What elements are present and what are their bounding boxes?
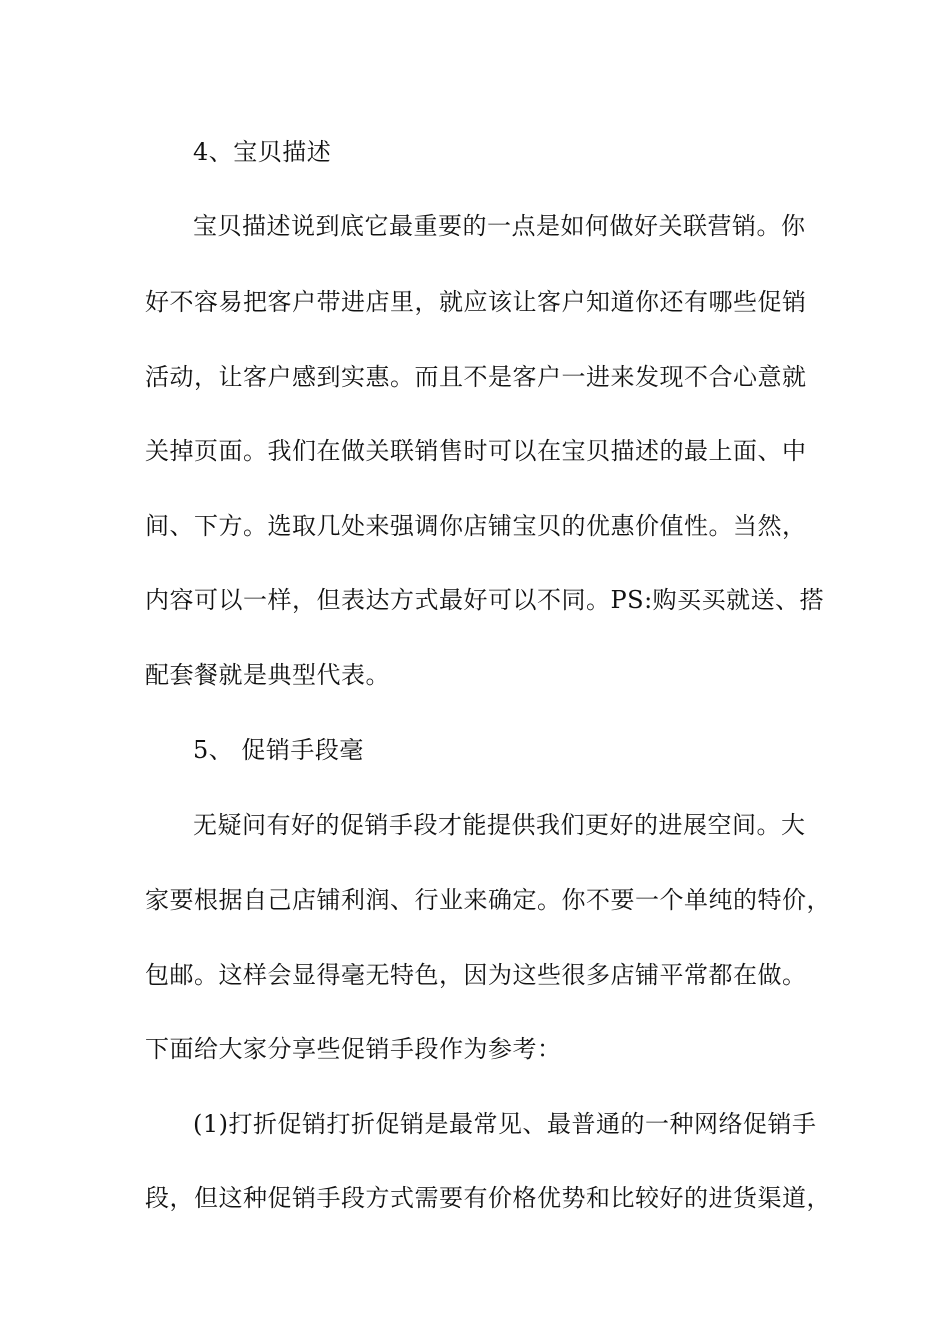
paragraph-line: 配套餐就是典型代表。 bbox=[145, 661, 390, 689]
paragraph-line: 下面给大家分享些促销手段作为参考： bbox=[145, 1035, 562, 1063]
paragraph-line: 关掉页面。我们在做关联销售时可以在宝贝描述的最上面、中 bbox=[145, 437, 807, 465]
paragraph-line: (1)打折促销打折促销是最常见、最普通的一种网络促销手 bbox=[193, 1110, 817, 1138]
paragraph-line: 段，但这种促销手段方式需要有价格优势和比较好的进货渠道， bbox=[145, 1184, 831, 1212]
paragraph-line: 无疑问有好的促销手段才能提供我们更好的进展空间。大 bbox=[193, 811, 806, 839]
paragraph-line: 家要根据自己店铺利润、行业来确定。你不要一个单纯的特价， bbox=[145, 886, 831, 914]
paragraph-line: 间、下方。选取几处来强调你店铺宝贝的优惠价值性。当然， bbox=[145, 512, 807, 540]
paragraph-line: 活动，让客户感到实惠。而且不是客户一进来发现不合心意就 bbox=[145, 363, 807, 391]
section-heading: 5、 促销手段毫 bbox=[193, 736, 364, 764]
paragraph-line: 宝贝描述说到底它最重要的一点是如何做好关联营销。你 bbox=[193, 212, 806, 240]
paragraph-line: 好不容易把客户带进店里，就应该让客户知道你还有哪些促销 bbox=[145, 288, 807, 316]
paragraph-line: 包邮。这样会显得毫无特色，因为这些很多店铺平常都在做。 bbox=[145, 961, 807, 989]
section-heading: 4、宝贝描述 bbox=[193, 138, 332, 166]
paragraph-line: 内容可以一样，但表达方式最好可以不同。PS:购买买就送、搭 bbox=[145, 586, 825, 614]
